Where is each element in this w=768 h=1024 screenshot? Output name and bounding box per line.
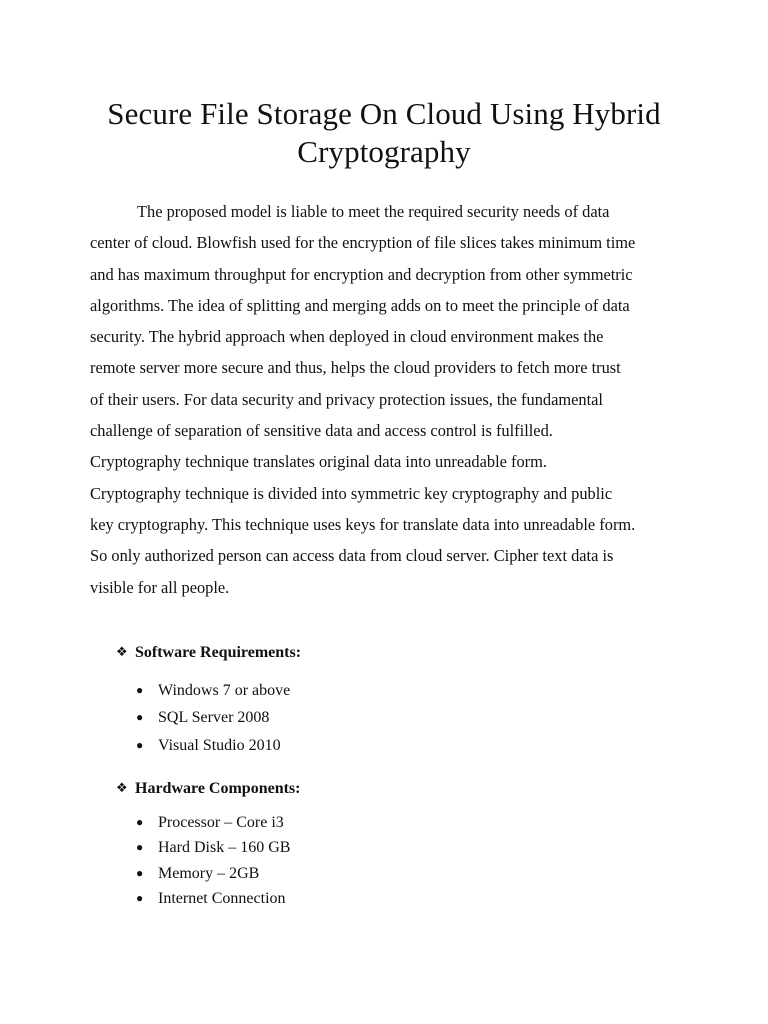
list-item-text: Internet Connection	[158, 889, 286, 907]
title-line: Secure File Storage On Cloud Using Hybrid	[107, 96, 661, 131]
bullet-icon: ●	[136, 737, 144, 752]
bullet-icon: ●	[136, 840, 144, 855]
list-item	[136, 861, 290, 886]
section-heading-label: Hardware Components:	[135, 780, 301, 797]
list-item-text: Processor – Core i3	[158, 814, 284, 831]
document-title	[60, 95, 708, 171]
body-line: key cryptography. This technique uses keys for translate data into unreadable form.	[90, 514, 636, 534]
bullet-icon: ●	[136, 683, 144, 697]
body-line: Cryptography technique is divided into symmetric key cryptography and public	[90, 483, 613, 503]
list-item	[136, 704, 290, 731]
software-requirements-list	[136, 677, 290, 759]
list-item	[136, 886, 290, 911]
bullet-icon: ●	[136, 815, 144, 829]
body-line: center of cloud. Blowfish used for the encryption of file slices takes minimum time	[90, 233, 636, 253]
body-line: and has maximum throughput for encryption and decryption from other symmetric	[90, 264, 633, 284]
body-line: remote server more secure and thus, helps the cloud providers to fetch more trust	[90, 358, 621, 378]
body-line: of their users. For data security and privacy protection issues, the fundamental	[90, 389, 603, 409]
list-item-text: Memory – 2GB	[158, 864, 260, 882]
diamond-bullet-icon: ❖	[116, 780, 128, 795]
body-line: So only authorized person can access data from cloud server. Cipher text data is	[90, 546, 614, 566]
section-heading-label: Software Requirements:	[135, 644, 302, 661]
list-item-text: SQL Server 2008	[158, 709, 270, 727]
list-item	[136, 835, 290, 860]
body-line: visible for all people.	[90, 577, 230, 597]
body-paragraph	[90, 196, 690, 603]
list-item	[136, 732, 290, 759]
title-line: Cryptography	[297, 134, 471, 169]
list-item	[136, 810, 290, 835]
bullet-icon: ●	[136, 710, 144, 725]
body-line: challenge of separation of sensitive data and access control is fulfilled.	[90, 421, 553, 441]
body-line: algorithms. The idea of splitting and merging adds on to meet the principle of data	[90, 295, 630, 315]
diamond-bullet-icon: ❖	[116, 644, 128, 659]
hardware-components-list	[136, 810, 290, 911]
body-line: Cryptography technique translates original data into unreadable form.	[90, 452, 547, 472]
software-requirements-heading	[116, 642, 301, 663]
body-line: The proposed model is liable to meet the required security needs of data	[137, 202, 610, 221]
hardware-components-heading	[116, 778, 300, 799]
list-item	[136, 677, 290, 704]
list-item-text: Hard Disk – 160 GB	[158, 839, 291, 857]
body-line: security. The hybrid approach when deployed in cloud environment makes the	[90, 327, 604, 347]
list-item-text: Windows 7 or above	[158, 682, 291, 699]
bullet-icon: ●	[136, 890, 144, 905]
bullet-icon: ●	[136, 865, 144, 880]
list-item-text: Visual Studio 2010	[158, 736, 281, 754]
